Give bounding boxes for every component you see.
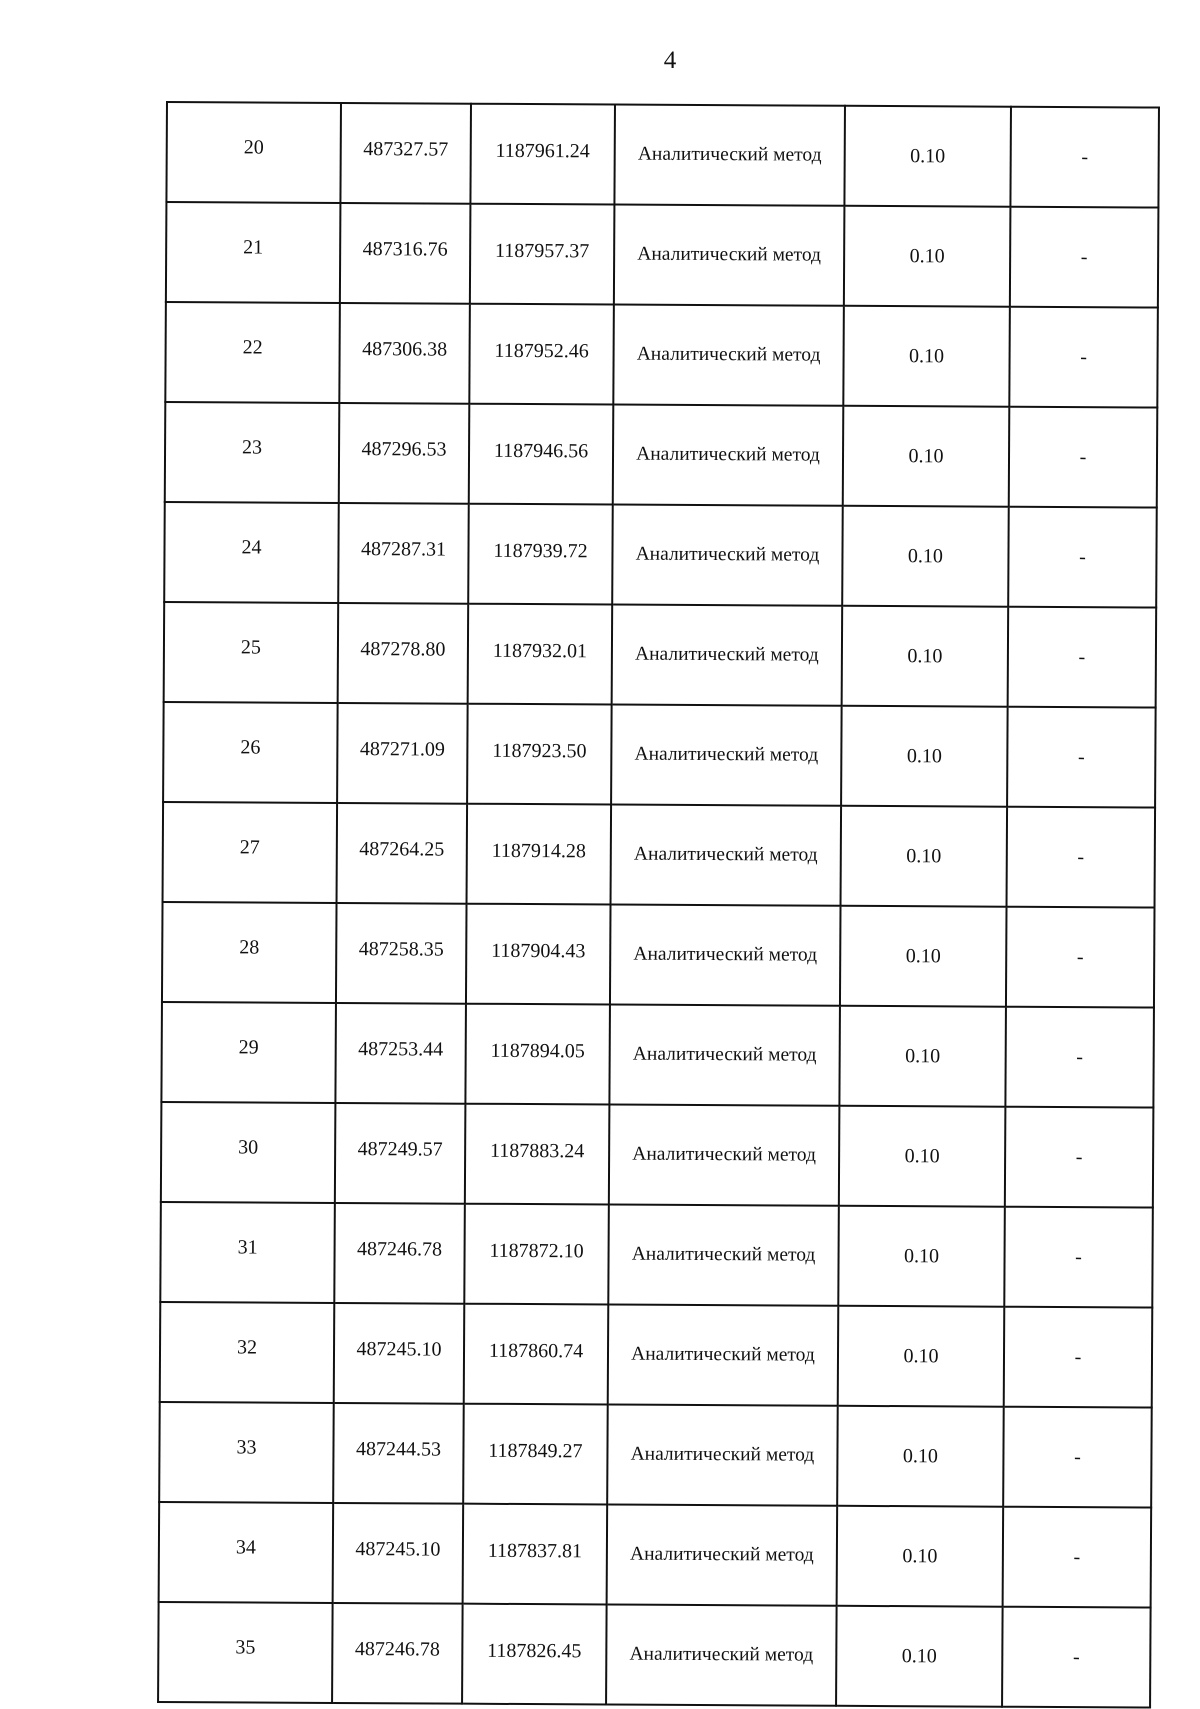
coordinates-table <box>157 101 1160 1709</box>
precision-cell: 0.10 <box>840 906 1007 1007</box>
method-cell: Аналитический метод <box>611 704 842 805</box>
precision-cell: 0.10 <box>841 806 1008 907</box>
table-row <box>166 102 1159 208</box>
method-cell: Аналитический метод <box>613 405 844 506</box>
precision-cell: 0.10 <box>844 106 1011 207</box>
y-coordinate-cell: 1187946.56 <box>469 404 614 505</box>
page-number: 4 <box>663 47 677 74</box>
x-coordinate-cell: 487253.44 <box>335 1003 466 1104</box>
note-cell: - <box>1008 607 1157 708</box>
x-coordinate-cell: 487287.31 <box>338 503 469 604</box>
note-cell: - <box>1008 507 1157 608</box>
y-coordinate-cell: 1187923.50 <box>467 704 612 805</box>
note-cell: - <box>1010 107 1159 208</box>
note-cell: - <box>1007 807 1156 908</box>
precision-cell: 0.10 <box>838 1306 1005 1407</box>
method-cell: Аналитический метод <box>613 305 844 406</box>
point-number-cell: 24 <box>164 502 339 603</box>
precision-cell: 0.10 <box>839 1106 1006 1207</box>
precision-cell: 0.10 <box>838 1206 1005 1307</box>
method-cell: Аналитический метод <box>614 205 845 306</box>
note-cell: - <box>1009 407 1158 508</box>
method-cell: Аналитический метод <box>607 1404 838 1505</box>
method-cell: Аналитический метод <box>612 505 843 606</box>
table-row <box>165 402 1158 508</box>
table-row <box>162 902 1155 1008</box>
method-cell: Аналитический метод <box>610 904 841 1005</box>
method-cell: Аналитический метод <box>609 1104 840 1205</box>
note-cell: - <box>1002 1607 1151 1708</box>
y-coordinate-cell: 1187932.01 <box>468 604 613 705</box>
y-coordinate-cell: 1187952.46 <box>469 304 614 405</box>
x-coordinate-cell: 487246.78 <box>332 1603 463 1704</box>
point-number-cell: 33 <box>159 1402 334 1503</box>
precision-cell: 0.10 <box>837 1406 1004 1507</box>
point-number-cell: 32 <box>160 1302 335 1403</box>
point-number-cell: 20 <box>166 102 341 203</box>
table-row <box>160 1302 1153 1408</box>
x-coordinate-cell: 487264.25 <box>337 803 468 904</box>
x-coordinate-cell: 487258.35 <box>336 903 467 1004</box>
method-cell: Аналитический метод <box>608 1204 839 1305</box>
table-row <box>163 802 1156 908</box>
point-number-cell: 35 <box>158 1602 333 1703</box>
note-cell: - <box>1004 1307 1153 1408</box>
x-coordinate-cell: 487246.78 <box>334 1203 465 1304</box>
precision-cell: 0.10 <box>839 1006 1006 1107</box>
y-coordinate-cell: 1187904.43 <box>466 904 611 1005</box>
x-coordinate-cell: 487245.10 <box>333 1503 464 1604</box>
method-cell: Аналитический метод <box>606 1604 837 1705</box>
note-cell: - <box>1007 707 1156 808</box>
method-cell: Аналитический метод <box>608 1304 839 1405</box>
note-cell: - <box>1005 1007 1154 1108</box>
y-coordinate-cell: 1187939.72 <box>468 504 613 605</box>
x-coordinate-cell: 487245.10 <box>334 1303 465 1404</box>
point-number-cell: 25 <box>164 602 339 703</box>
table-row <box>161 1102 1154 1208</box>
method-cell: Аналитический метод <box>612 604 843 705</box>
x-coordinate-cell: 487249.57 <box>335 1103 466 1204</box>
table-row <box>164 502 1157 608</box>
precision-cell: 0.10 <box>841 706 1008 807</box>
y-coordinate-cell: 1187957.37 <box>470 204 615 305</box>
x-coordinate-cell: 487327.57 <box>340 103 471 204</box>
precision-cell: 0.10 <box>836 1606 1003 1707</box>
precision-cell: 0.10 <box>843 306 1010 407</box>
table-row <box>160 1202 1153 1308</box>
table-row <box>163 702 1156 808</box>
point-number-cell: 21 <box>166 202 341 303</box>
note-cell: - <box>1005 1107 1154 1208</box>
point-number-cell: 28 <box>162 902 337 1003</box>
point-number-cell: 22 <box>165 302 340 403</box>
y-coordinate-cell: 1187914.28 <box>467 804 612 905</box>
table-row <box>159 1502 1152 1608</box>
precision-cell: 0.10 <box>842 506 1009 607</box>
x-coordinate-cell: 487316.76 <box>340 203 471 304</box>
point-number-cell: 34 <box>159 1502 334 1603</box>
method-cell: Аналитический метод <box>609 1004 840 1105</box>
precision-cell: 0.10 <box>843 406 1010 507</box>
method-cell: Аналитический метод <box>607 1504 838 1605</box>
note-cell: - <box>1009 307 1158 408</box>
x-coordinate-cell: 487296.53 <box>339 403 470 504</box>
table-row <box>164 602 1157 708</box>
y-coordinate-cell: 1187826.45 <box>462 1604 607 1705</box>
y-coordinate-cell: 1187883.24 <box>465 1104 610 1205</box>
note-cell: - <box>1006 907 1155 1008</box>
x-coordinate-cell: 487278.80 <box>338 603 469 704</box>
table-row <box>158 1602 1151 1708</box>
note-cell: - <box>1003 1507 1152 1608</box>
y-coordinate-cell: 1187961.24 <box>470 104 615 205</box>
point-number-cell: 27 <box>163 802 338 903</box>
coordinates-table-body <box>158 102 1159 1708</box>
point-number-cell: 30 <box>161 1102 336 1203</box>
y-coordinate-cell: 1187860.74 <box>464 1304 609 1405</box>
x-coordinate-cell: 487244.53 <box>333 1403 464 1504</box>
point-number-cell: 31 <box>160 1202 335 1303</box>
precision-cell: 0.10 <box>844 206 1011 307</box>
table-row <box>166 202 1159 308</box>
x-coordinate-cell: 487271.09 <box>337 703 468 804</box>
point-number-cell: 23 <box>165 402 340 503</box>
y-coordinate-cell: 1187894.05 <box>465 1004 610 1105</box>
method-cell: Аналитический метод <box>611 804 842 905</box>
y-coordinate-cell: 1187837.81 <box>463 1504 608 1605</box>
precision-cell: 0.10 <box>842 606 1009 707</box>
precision-cell: 0.10 <box>837 1506 1004 1607</box>
table-row <box>159 1402 1152 1508</box>
table-row <box>165 302 1158 408</box>
note-cell: - <box>1004 1207 1153 1308</box>
method-cell: Аналитический метод <box>614 105 845 206</box>
y-coordinate-cell: 1187872.10 <box>464 1204 609 1305</box>
note-cell: - <box>1003 1407 1152 1508</box>
table-row <box>161 1002 1154 1108</box>
y-coordinate-cell: 1187849.27 <box>463 1404 608 1505</box>
point-number-cell: 26 <box>163 702 338 803</box>
point-number-cell: 29 <box>161 1002 336 1103</box>
note-cell: - <box>1010 207 1159 308</box>
x-coordinate-cell: 487306.38 <box>339 303 470 404</box>
